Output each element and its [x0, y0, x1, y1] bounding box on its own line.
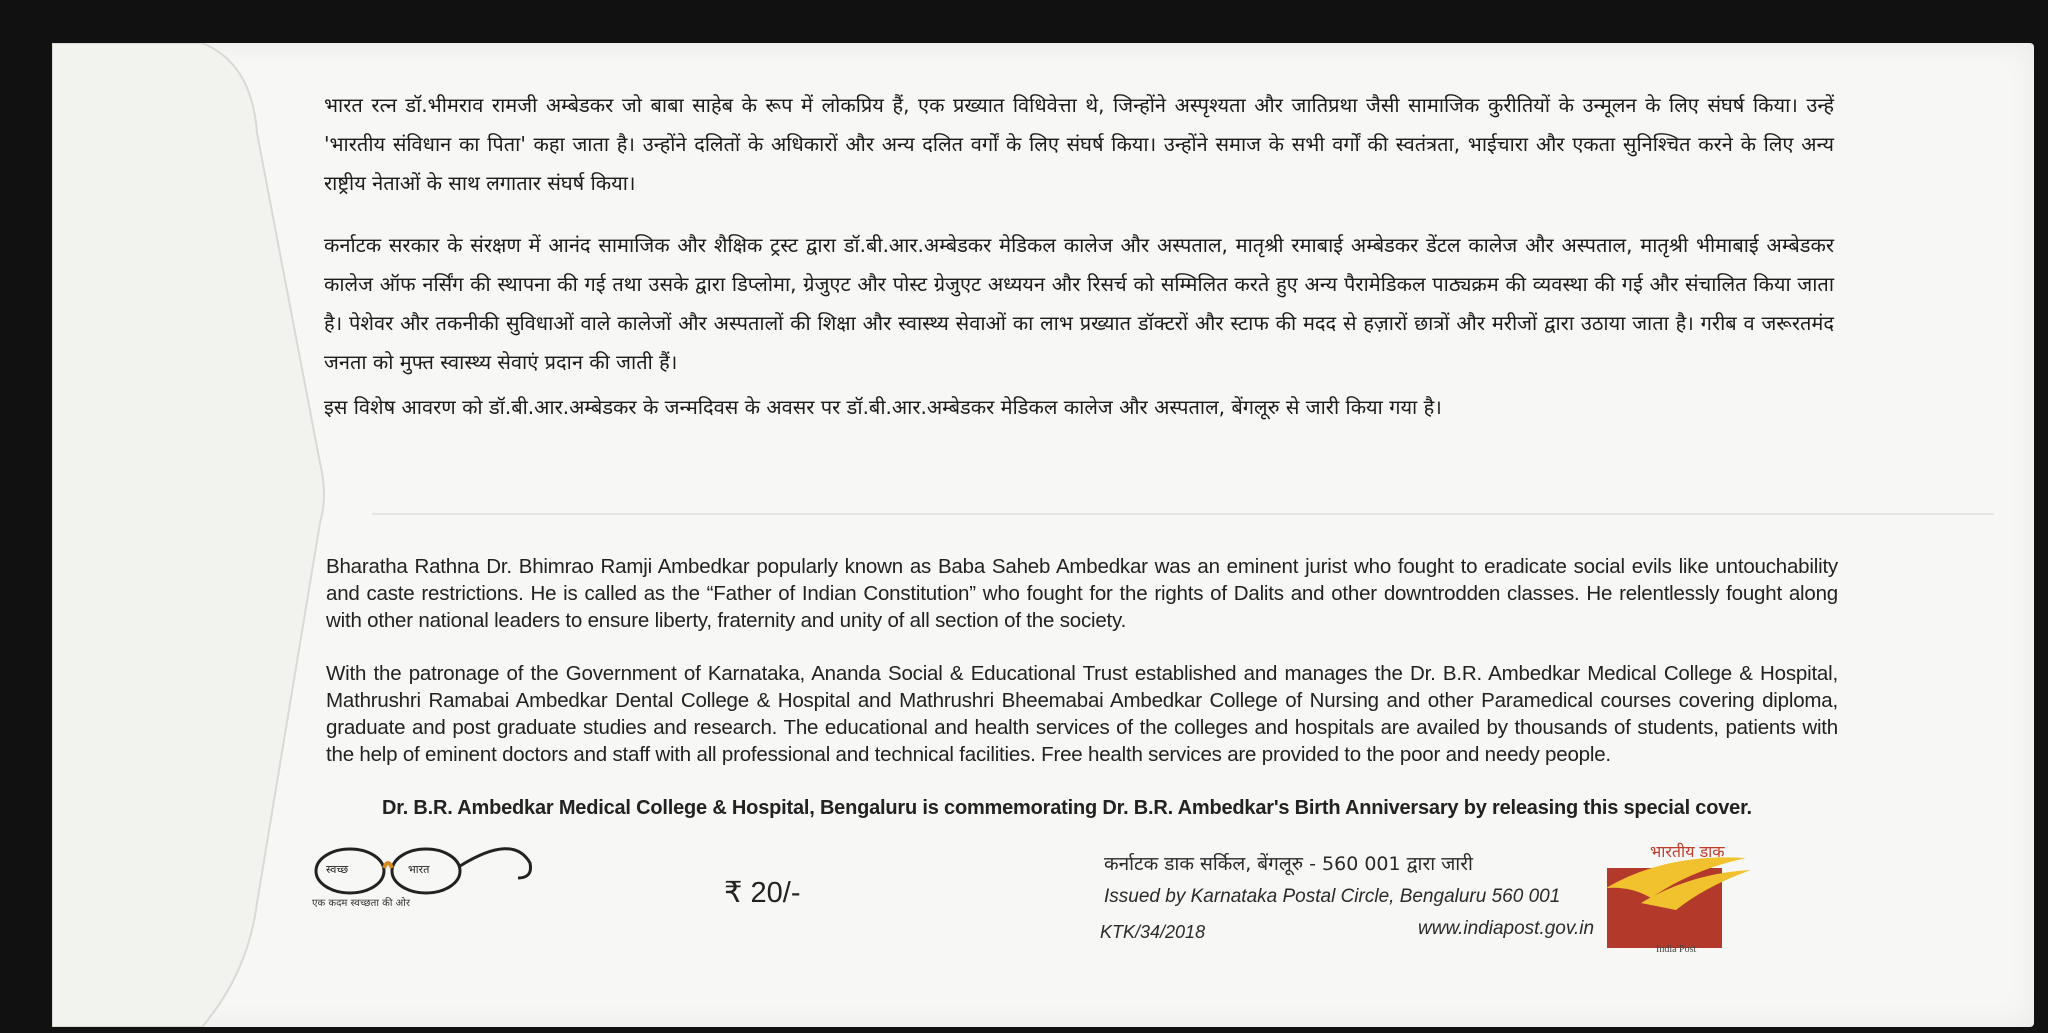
- swachh-right-text: भारत: [408, 863, 430, 876]
- fold-line: [372, 513, 1994, 515]
- english-paragraph-2: With the patronage of the Government of Karnataka, Ananda Social & Educational Trust established and manages the Dr. B.R. Ambedkar Medical College & Hospital, Mathrushri Ramabai Ambedkar Dental College & Hospital and Mathrushri Bheemabai Ambedkar College of Nursing and other Paramedical courses covering diploma, graduate and post graduate studies and research. The educational and health services of the colleges and hospitals are availed by thousands of students, patients with the help of eminent doctors and staff with all professional and technical facilities. Free health services are provided to the poor and needy people.: [326, 662, 1838, 766]
- swachh-left-text: स्वच्छ: [326, 863, 349, 876]
- issued-hindi: कर्नाटक डाक सर्किल, बेंगलूरु - 560 001 द्वारा जारी: [1104, 853, 1473, 875]
- issued-english: Issued by Karnataka Postal Circle, Bengaluru 560 001: [1104, 886, 1561, 907]
- hindi-paragraph-1: भारत रत्न डॉ.भीमराव रामजी अम्बेडकर जो बाबा साहेब के रूप में लोकप्रिय हैं, एक प्रख्यात विधिवेत्ता थे, जिन्होंने अस्पृश्यता और जातिप्रथा जैसी सामाजिक कुरीतियों के उन्मूलन के लिए संघर्ष किया। उन्हें 'भारतीय संविधान का पिता' कहा जाता है। उन्होंने दलितों के अधिकारों और अन्य दलित वर्गों के लिए संघर्ष किया। उन्होंने समाज के सभी वर्गों की स्वतंत्रता, भाईचारा और एकता सुनिश्चित करने के लिए अन्य राष्ट्रीय नेताओं के साथ लगातार संघर्ष किया।: [324, 93, 1834, 195]
- hindi-paragraph-2: कर्नाटक सरकार के संरक्षण में आनंद सामाजिक और शैक्षिक ट्रस्ट द्वारा डॉ.बी.आर.अम्बेडकर मेडिकल कालेज और अस्पताल, मातृश्री रमाबाई अम्बेडकर डेंटल कालेज और अस्पताल, मातृश्री भीमाबाई अम्बेडकर कालेज ऑफ नर्सिंग की स्थापना की गई तथा उसके द्वारा डिप्लोमा, ग्रेजुएट और पोस्ट ग्रेजुएट अध्ययन और रिसर्च को सम्मिलित करते हुए अन्य पैरामेडिकल पाठ्यक्रम की व्यवस्था की गई और संचालित किया जाता है। पेशेवर और तकनीकी सुविधाओं वाले कालेजों और अस्पतालों की शिक्षा और स्वास्थ्य सेवाओं का लाभ प्रख्यात डॉक्टरों और स्टाफ की मदद से हज़ारों छात्रों और मरीजों द्वारा उठाया जाता है। गरीब व जरूरतमंद जनता को मुफ्त स्वास्थ्य सेवाएं प्रदान की जाती हैं।: [324, 233, 1834, 374]
- swachh-tagline: एक कदम स्वच्छता की ओर: [312, 898, 410, 909]
- english-paragraph-1: Bharatha Rathna Dr. Bhimrao Ramji Ambedkar popularly known as Baba Saheb Ambedkar was an eminent jurist who fought to eradicate social evils like untouchability and caste restrictions. He is called as the “Father of Indian Constitution” who fought for the rights of Dalits and other downtrodden classes. He relentlessly fought along with other national leaders to ensure liberty, fraternity and unity of all section of the society.: [326, 555, 1838, 632]
- cover-code: KTK/34/2018: [1100, 922, 1206, 942]
- hindi-paragraph-3: इस विशेष आवरण को डॉ.बी.आर.अम्बेडकर के जन्मदिवस के अवसर पर डॉ.बी.आर.अम्बेडकर मेडिकल कालेज और अस्पताल, बेंगलूरु से जारी किया गया है।: [324, 395, 1442, 419]
- india-post-hindi: भारतीय डाक: [1650, 842, 1725, 861]
- website: www.indiapost.gov.in: [1418, 918, 1595, 939]
- english-paragraph-3: Dr. B.R. Ambedkar Medical College & Hospital, Bengaluru is commemorating Dr. B.R. Ambedkar's Birth Anniversary by releasing this special cover.: [382, 797, 1752, 819]
- price: ₹ 20/-: [724, 877, 801, 909]
- india-post-english: India Post: [1656, 944, 1697, 955]
